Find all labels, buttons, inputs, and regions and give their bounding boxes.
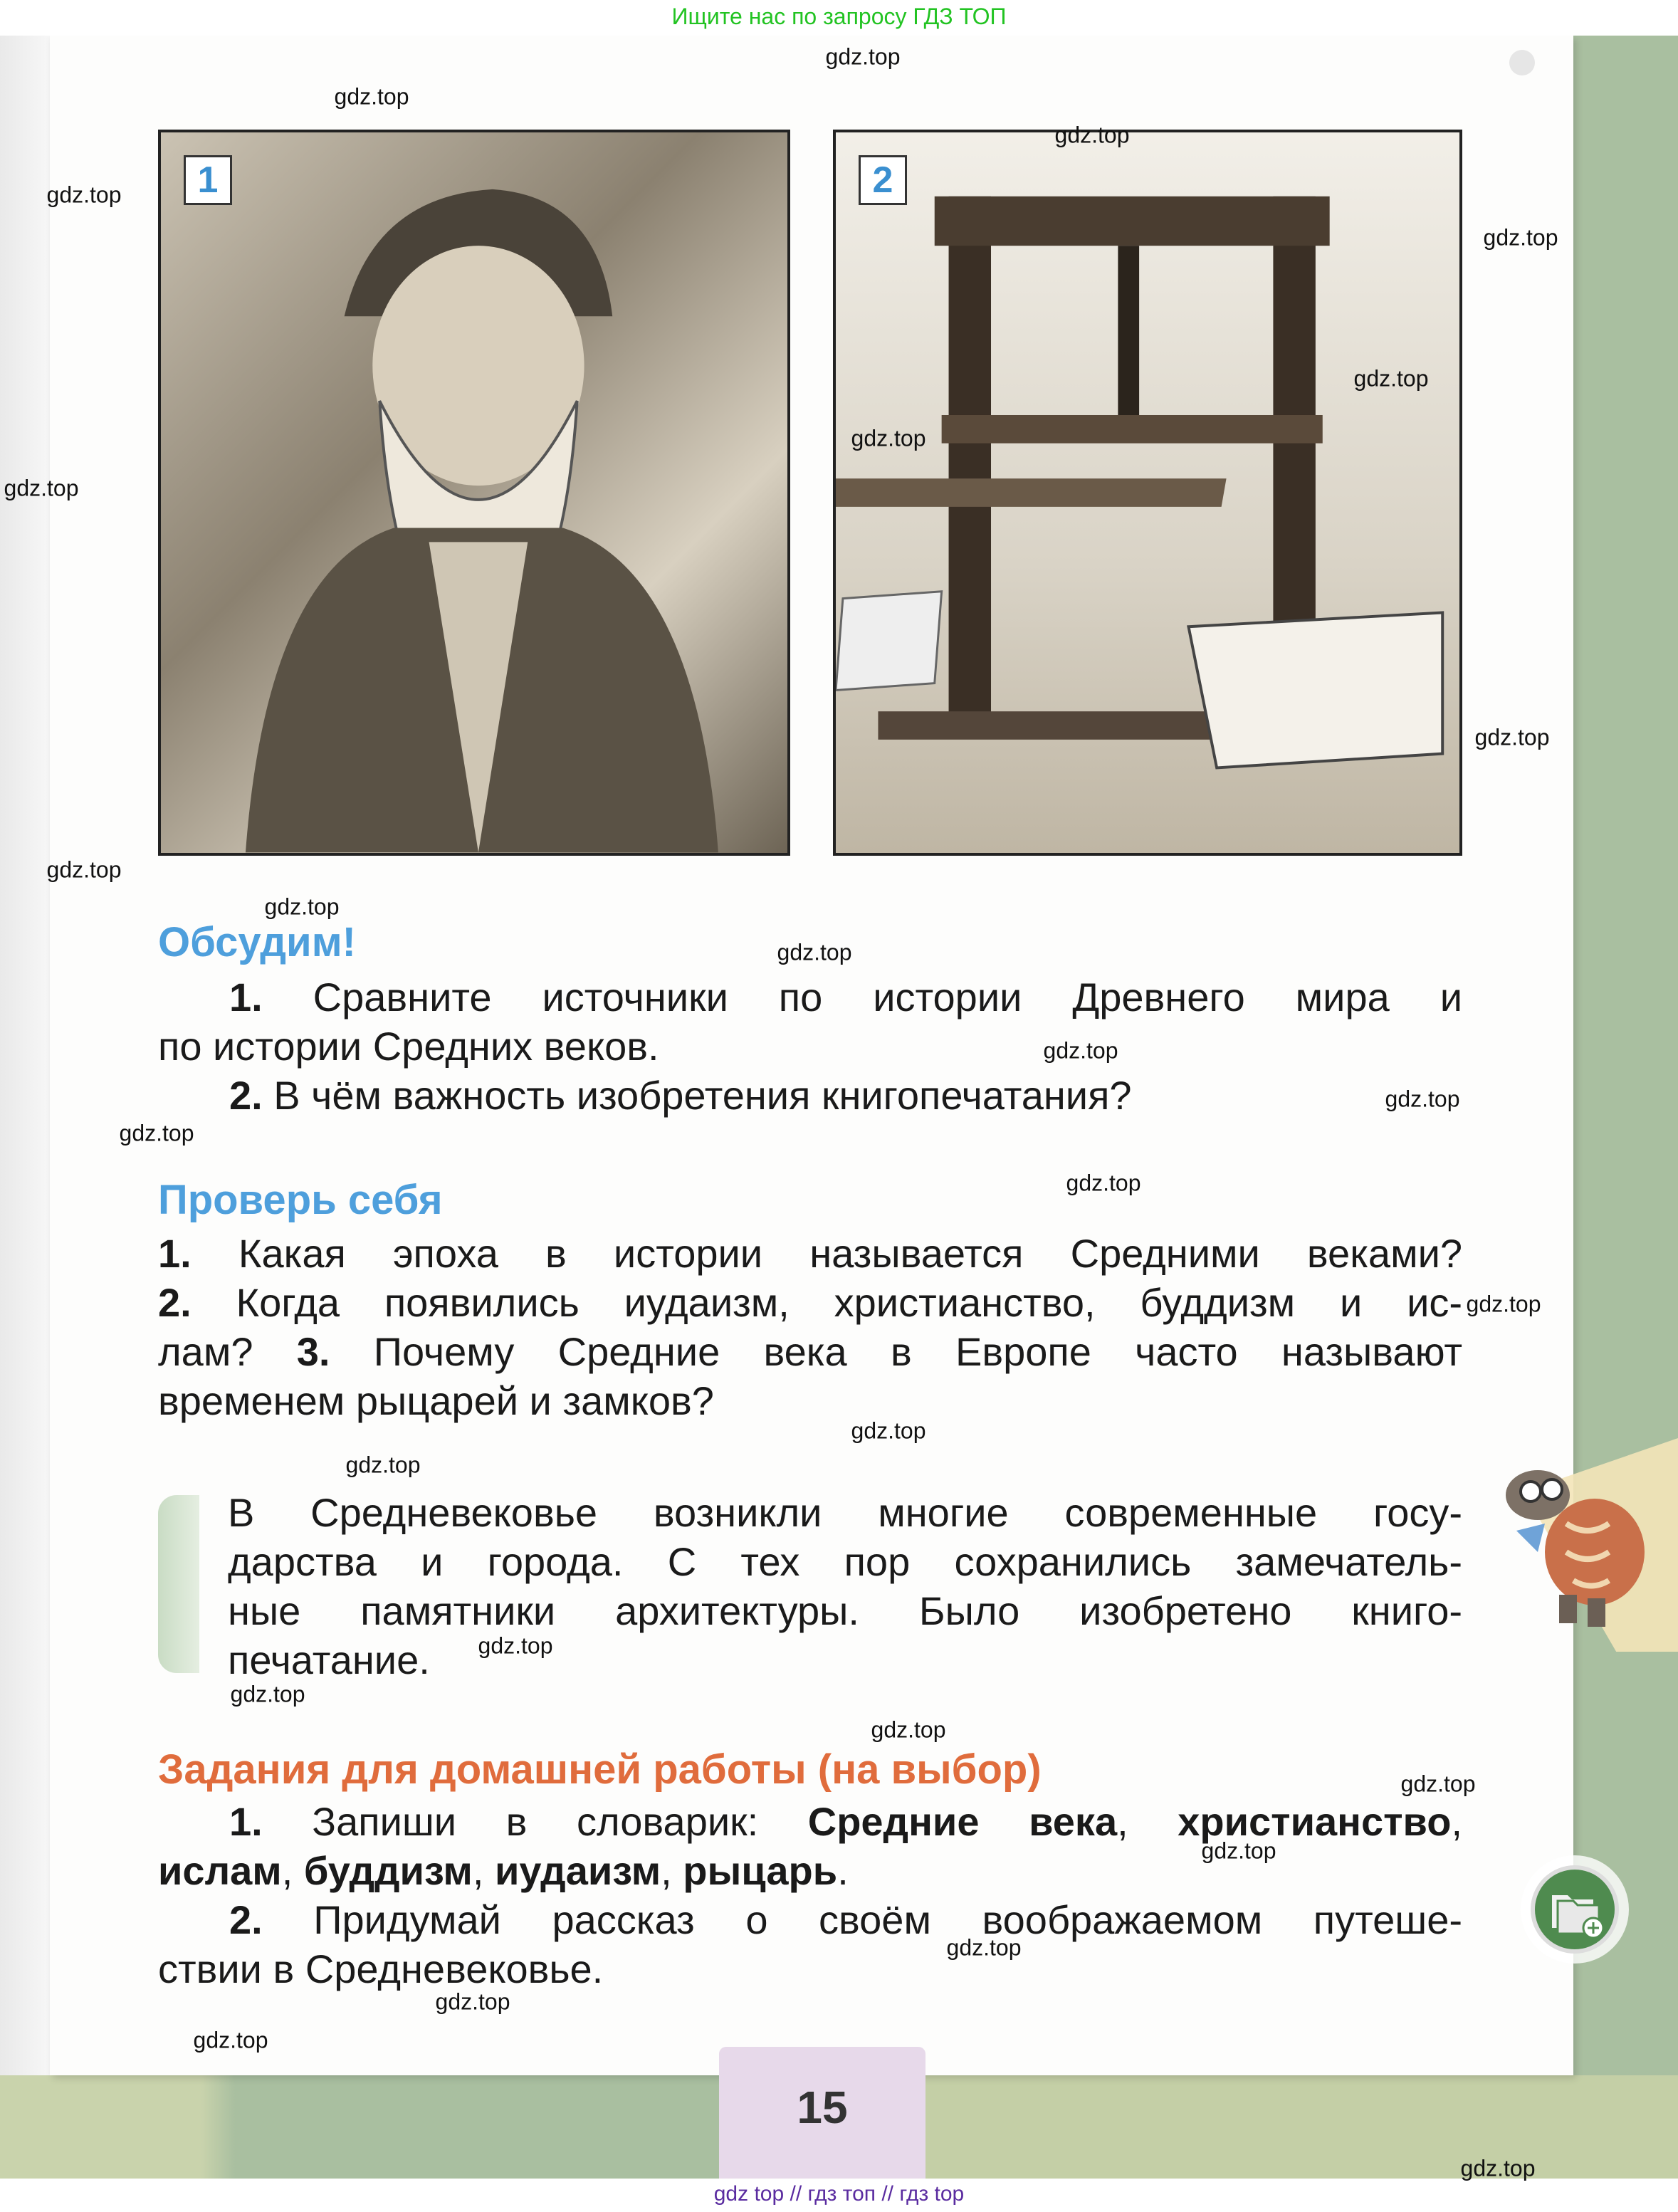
figure-number: 2	[859, 155, 907, 205]
watermark: gdz.top	[1353, 365, 1429, 392]
bold-text: Средние века	[807, 1799, 1118, 1844]
figure-printing-press	[833, 130, 1462, 856]
text-line	[158, 1944, 1462, 1993]
bold-text: рыцарь	[683, 1848, 838, 1893]
watermark: gdz.top	[1043, 1037, 1118, 1064]
watermark: gdz.top	[1201, 1838, 1276, 1864]
watermark: gdz.top	[871, 1716, 946, 1743]
text-segment: ные памятники архитектуры. Было изобретено книго-	[228, 1588, 1462, 1633]
text-line	[158, 1278, 1462, 1327]
text-line	[158, 1632, 1462, 1684]
watermark: gdz.top	[1474, 724, 1550, 750]
text-line	[158, 1586, 1462, 1635]
page-number-tab	[719, 2047, 925, 2179]
watermark: gdz.top	[1066, 1170, 1141, 1196]
folder-plus-icon	[1535, 1870, 1615, 1949]
bold-text: 1.	[158, 1231, 192, 1276]
watermark: gdz.top	[777, 939, 852, 965]
top-banner	[0, 0, 1678, 36]
text-segment: ,	[281, 1848, 304, 1893]
watermark: gdz.top	[4, 475, 79, 501]
watermark: gdz.top	[230, 1681, 305, 1707]
printing-press-illustration	[836, 132, 1459, 853]
watermark: gdz.top	[1385, 1086, 1460, 1112]
text-segment: дарства и города. С тех пор сохранились замечатель-	[228, 1539, 1462, 1584]
watermark: gdz.top	[851, 425, 926, 451]
banner-text: Ищите нас по запросу ГДЗ ТОП	[671, 4, 1007, 29]
watermark: gdz.top	[435, 1988, 510, 2015]
bold-text: ислам	[158, 1848, 282, 1893]
text-segment: .	[837, 1848, 849, 1893]
bold-text: иудаизм	[494, 1848, 661, 1893]
homework-heading: Задания для домашней работы (на выбор)	[158, 1746, 1042, 1793]
footer-links[interactable]: gdz top // гдз топ // гдз top	[713, 2182, 965, 2206]
text-segment: печатание.	[228, 1637, 430, 1682]
watermark: gdz.top	[1054, 122, 1130, 148]
text-segment: ,	[1117, 1799, 1178, 1844]
text-line	[158, 1022, 1462, 1071]
text-segment: ,	[661, 1848, 683, 1893]
text-line	[158, 1071, 1462, 1120]
bold-text: 2.	[229, 1897, 263, 1942]
bold-text: буддизм	[303, 1848, 473, 1893]
footer	[0, 2179, 1678, 2212]
bold-text: 2.	[229, 1073, 263, 1118]
text-segment: ,	[1451, 1799, 1463, 1844]
bold-text: христианство	[1178, 1799, 1452, 1844]
watermark: gdz.top	[46, 856, 122, 883]
text-segment: ствии в Средневековье.	[158, 1946, 604, 1991]
text-segment: ,	[472, 1848, 495, 1893]
text-segment: Какая эпоха в истории называется Средними веками?	[191, 1231, 1462, 1276]
watermark: gdz.top	[345, 1452, 421, 1478]
text-line	[158, 1376, 1462, 1425]
text-segment: Когда появились иудаизм, христианство, буддизм и ис-	[191, 1280, 1462, 1325]
background-decor	[1570, 36, 1678, 2179]
turtle-mascot-icon	[1488, 1445, 1652, 1637]
bold-text: 2.	[158, 1280, 192, 1325]
text-segment: Запиши в словарик:	[262, 1799, 808, 1844]
text-line	[158, 973, 1462, 1022]
text-segment: В Средневековье возникли многие современные госу-	[228, 1490, 1462, 1535]
watermark: gdz.top	[46, 182, 122, 208]
watermark: gdz.top	[264, 893, 340, 920]
watermark: gdz.top	[1460, 2155, 1536, 2181]
text-line	[158, 1488, 1462, 1537]
watermark: gdz.top	[478, 1632, 553, 1659]
text-line	[158, 1327, 1462, 1376]
text-segment: лам?	[158, 1329, 297, 1374]
watermark: gdz.top	[946, 1934, 1022, 1961]
watermark: gdz.top	[825, 43, 901, 70]
bold-text: 1.	[229, 1799, 263, 1844]
page-gutter	[0, 36, 50, 2093]
text-segment: В чём важность изобретения книгопечатания?	[262, 1073, 1132, 1118]
bold-text: 3.	[296, 1329, 330, 1374]
watermark: gdz.top	[851, 1417, 926, 1444]
text-line	[158, 1229, 1462, 1278]
watermark: gdz.top	[119, 1120, 194, 1146]
figure-portrait	[158, 130, 790, 856]
discuss-heading: Обсудим!	[158, 919, 356, 965]
check-yourself-heading: Проверь себя	[158, 1177, 443, 1223]
text-segment: Почему Средние века в Европе часто называют	[330, 1329, 1462, 1374]
add-folder-button[interactable]	[1531, 1865, 1619, 1954]
text-segment: по истории Средних веков.	[158, 1024, 659, 1069]
text-line	[158, 1895, 1462, 1944]
text-segment: временем рыцарей и замков?	[158, 1378, 714, 1423]
watermark: gdz.top	[1400, 1771, 1476, 1797]
bold-text: 1.	[229, 975, 263, 1019]
page-number: 15	[797, 2082, 848, 2133]
text-segment: Придумай рассказ о своём воображаемом путеше-	[262, 1897, 1462, 1942]
watermark: gdz.top	[193, 2027, 268, 2053]
figure-number: 1	[184, 155, 232, 205]
watermark: gdz.top	[1483, 224, 1558, 251]
decor-dot	[1509, 50, 1535, 75]
text-line	[158, 1537, 1462, 1586]
watermark: gdz.top	[1466, 1291, 1541, 1317]
watermark: gdz.top	[334, 83, 409, 110]
text-segment: Сравните источники по истории Древнего мира и	[262, 975, 1462, 1019]
portrait-illustration	[161, 132, 787, 853]
